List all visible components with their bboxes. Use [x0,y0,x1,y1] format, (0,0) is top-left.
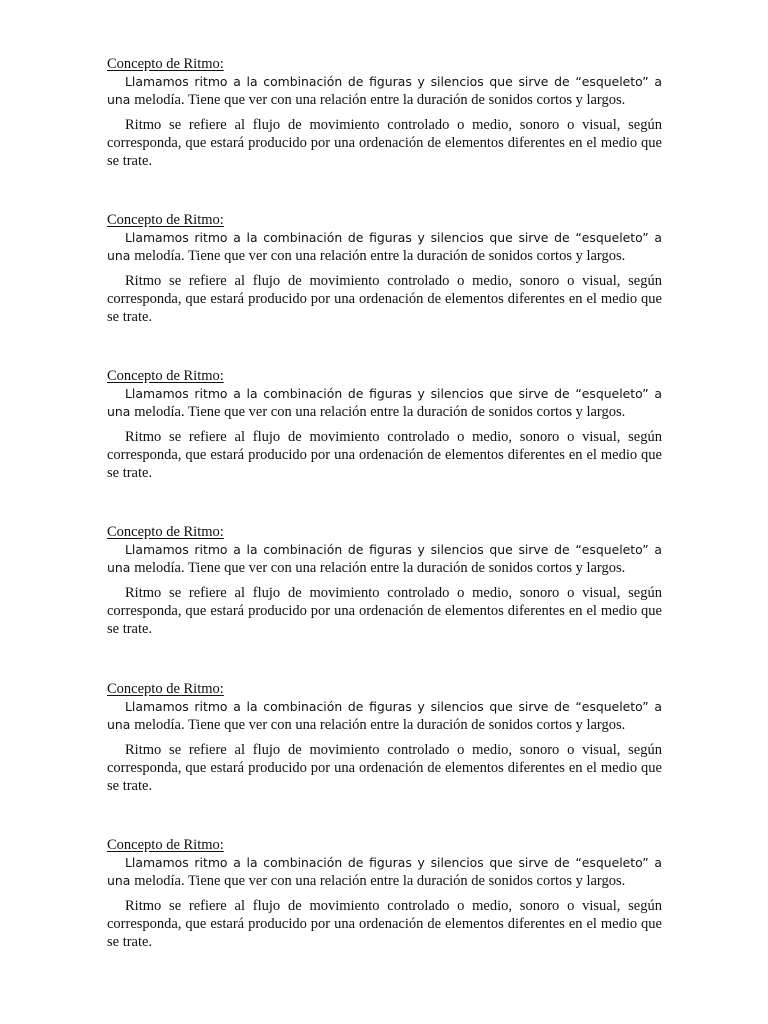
paragraph-definition [107,854,662,890]
block-title: Concepto de Ritmo: [107,524,224,540]
paragraph-definition-line-1: Llamamos ritmo a la combinación de figuras y silencios que sirve de “esqueleto” a una [107,230,662,263]
paragraph-definition-line-2: melodía. Tiene que ver con una relación entre la duración de sonidos cortos y largos. [134,717,626,733]
paragraph-flow: Ritmo se refiere al flujo de movimiento controlado o medio, sonoro o visual, según corresponda, que estará producido por una ordenación de elementos diferentes en el medio que se trate. [107,117,662,169]
paragraph-flow: Ritmo se refiere al flujo de movimiento controlado o medio, sonoro o visual, según corresponda, que estará producido por una ordenación de elementos diferentes en el medio que se trate. [107,429,662,481]
paragraph-definition [107,73,662,109]
concept-block-3 [107,367,662,482]
paragraph-definition [107,541,662,577]
paragraph-definition [107,385,662,421]
paragraph-definition-line-1: Llamamos ritmo a la combinación de figuras y silencios que sirve de “esqueleto” a una [107,542,662,575]
concept-block-4 [107,523,662,638]
paragraph-flow: Ritmo se refiere al flujo de movimiento controlado o medio, sonoro o visual, según corresponda, que estará producido por una ordenación de elementos diferentes en el medio que se trate. [107,273,662,325]
paragraph-definition-line-2: melodía. Tiene que ver con una relación entre la duración de sonidos cortos y largos. [134,248,626,264]
block-title: Concepto de Ritmo: [107,56,224,72]
paragraph-definition-line-1: Llamamos ritmo a la combinación de figuras y silencios que sirve de “esqueleto” a una [107,699,662,732]
block-title: Concepto de Ritmo: [107,837,224,853]
paragraph-definition-line-2: melodía. Tiene que ver con una relación entre la duración de sonidos cortos y largos. [134,560,626,576]
block-title: Concepto de Ritmo: [107,368,224,384]
paragraph-definition [107,698,662,734]
block-title: Concepto de Ritmo: [107,681,224,697]
concept-block-2 [107,211,662,326]
paragraph-flow: Ritmo se refiere al flujo de movimiento controlado o medio, sonoro o visual, según corresponda, que estará producido por una ordenación de elementos diferentes en el medio que se trate. [107,898,662,950]
paragraph-definition-line-2: melodía. Tiene que ver con una relación entre la duración de sonidos cortos y largos. [134,404,626,420]
paragraph-definition [107,229,662,265]
concept-block-6 [107,836,662,951]
paragraph-definition-line-2: melodía. Tiene que ver con una relación entre la duración de sonidos cortos y largos. [134,873,626,889]
paragraph-flow: Ritmo se refiere al flujo de movimiento controlado o medio, sonoro o visual, según corresponda, que estará producido por una ordenación de elementos diferentes en el medio que se trate. [107,742,662,794]
paragraph-definition-line-1: Llamamos ritmo a la combinación de figuras y silencios que sirve de “esqueleto” a una [107,74,662,107]
block-title: Concepto de Ritmo: [107,212,224,228]
paragraph-definition-line-1: Llamamos ritmo a la combinación de figuras y silencios que sirve de “esqueleto” a una [107,386,662,419]
concept-block-5 [107,680,662,795]
paragraph-definition-line-1: Llamamos ritmo a la combinación de figuras y silencios que sirve de “esqueleto” a una [107,855,662,888]
concept-block-1 [107,55,662,170]
paragraph-definition-line-2: melodía. Tiene que ver con una relación entre la duración de sonidos cortos y largos. [134,92,626,108]
paragraph-flow: Ritmo se refiere al flujo de movimiento controlado o medio, sonoro o visual, según corresponda, que estará producido por una ordenación de elementos diferentes en el medio que se trate. [107,585,662,637]
